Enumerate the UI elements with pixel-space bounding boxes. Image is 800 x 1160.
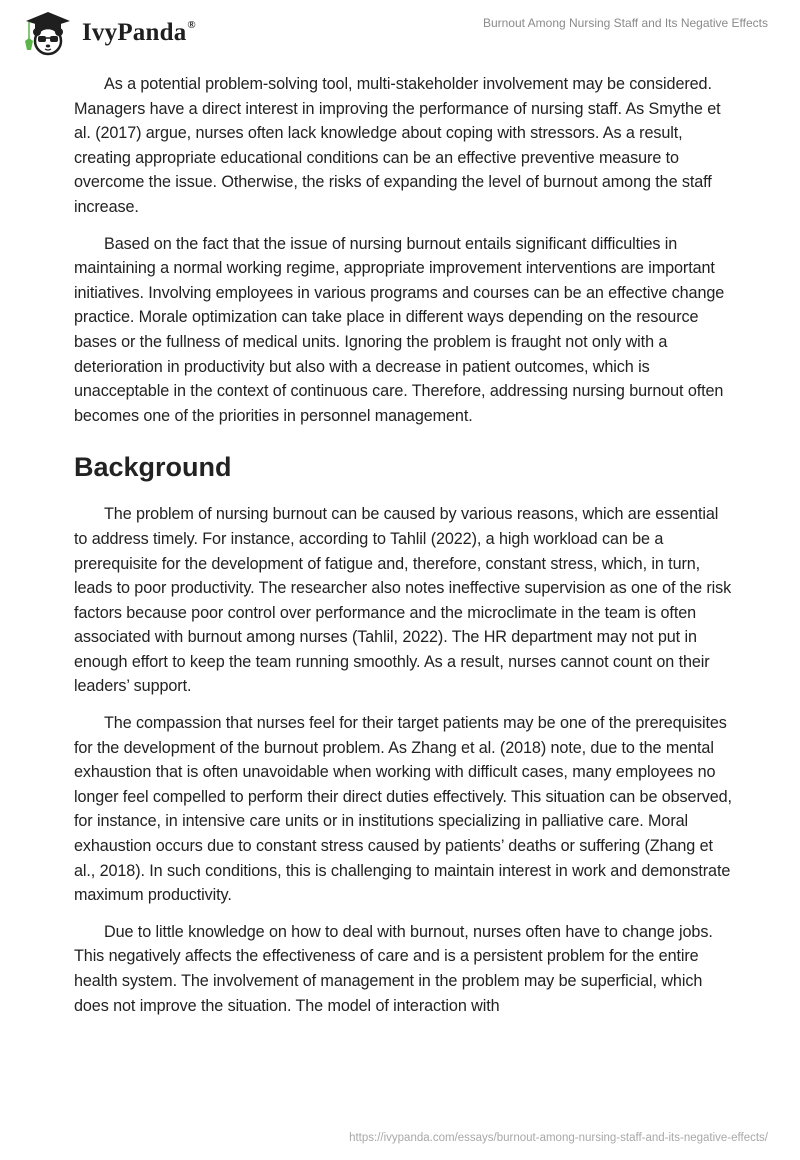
- brand-name: IvyPanda®: [82, 18, 196, 46]
- paragraph: The compassion that nurses feel for their target patients may be one of the prerequisites for the development of the burnout problem. As Zhang et al. (2018) note, due to the mental exhaustion that is often unavoidable when working with difficult cases, many employees no longer feel compelled to perform their direct duties effectively. This situation can be observed, for instance, in intensive care units or in institutions specializing in palliative care. Moral exhaustion occurs due to constant stress caused by patients’ deaths or suffering (Zhang et al., 2018). In such conditions, this is challenging to maintain interest in work and demonstrate maximum productivity.: [74, 714, 732, 905]
- ivypanda-logo[interactable]: [18, 8, 196, 56]
- page-header: [0, 0, 800, 60]
- registered-mark: ®: [187, 18, 196, 31]
- source-url[interactable]: https://ivypanda.com/essays/burnout-among-nursing-staff-and-its-negative-effects/: [349, 1132, 768, 1144]
- document-title: Burnout Among Nursing Staff and Its Negative Effects: [482, 16, 768, 30]
- paragraph: Due to little knowledge on how to deal with burnout, nurses often have to change jobs. This negatively affects the effectiveness of care and is a persistent problem for the entire health system. The involvement of management in the problem may be superficial, which does not improve the situation. The model of interaction with: [74, 922, 713, 1015]
- paragraph: As a potential problem-solving tool, multi-stakeholder involvement may be considered. Managers have a direct interest in improving the performance of nursing staff. As Smythe et al. (2017) argue, nurses often lack knowledge about coping with stressors. As a result, creating appropriate educational conditions can be an effective preventive measure to overcome the issue. Otherwise, the risks of expanding the level of burnout among the staff increase.: [74, 75, 721, 216]
- essay-content: [74, 72, 734, 1030]
- section-heading-background: Background: [74, 452, 232, 483]
- paragraph: Based on the fact that the issue of nursing burnout entails significant difficulties in maintaining a normal working regime, appropriate improvement interventions are important initiatives. Involving employees in various programs and courses can be an effective change practice. Morale optimization can take place in different ways depending on the resource bases or the fullness of medical units. Ignoring the problem is fraught not only with a deterioration in productivity but also with a decrease in patient outcomes, which is unacceptable in the context of continuous care. Therefore, addressing nursing burnout often becomes one of the priorities in personnel management.: [74, 234, 725, 425]
- panda-graduation-cap-icon: [18, 8, 76, 56]
- paragraph: The problem of nursing burnout can be caused by various reasons, which are essential to address timely. For instance, according to Tahlil (2022), a high workload can be a prerequisite for the development of fatigue and, therefore, constant stress, which, in turn, leads to poor productivity. The researcher also notes ineffective supervision as one of the risk factors because poor control over performance and the microclimate in the team is often associated with burnout among nurses (Tahlil, 2022). The HR department may not put in enough effort to keep the team running smoothly. As a result, nurses cannot count on their leaders’ support.: [74, 505, 732, 696]
